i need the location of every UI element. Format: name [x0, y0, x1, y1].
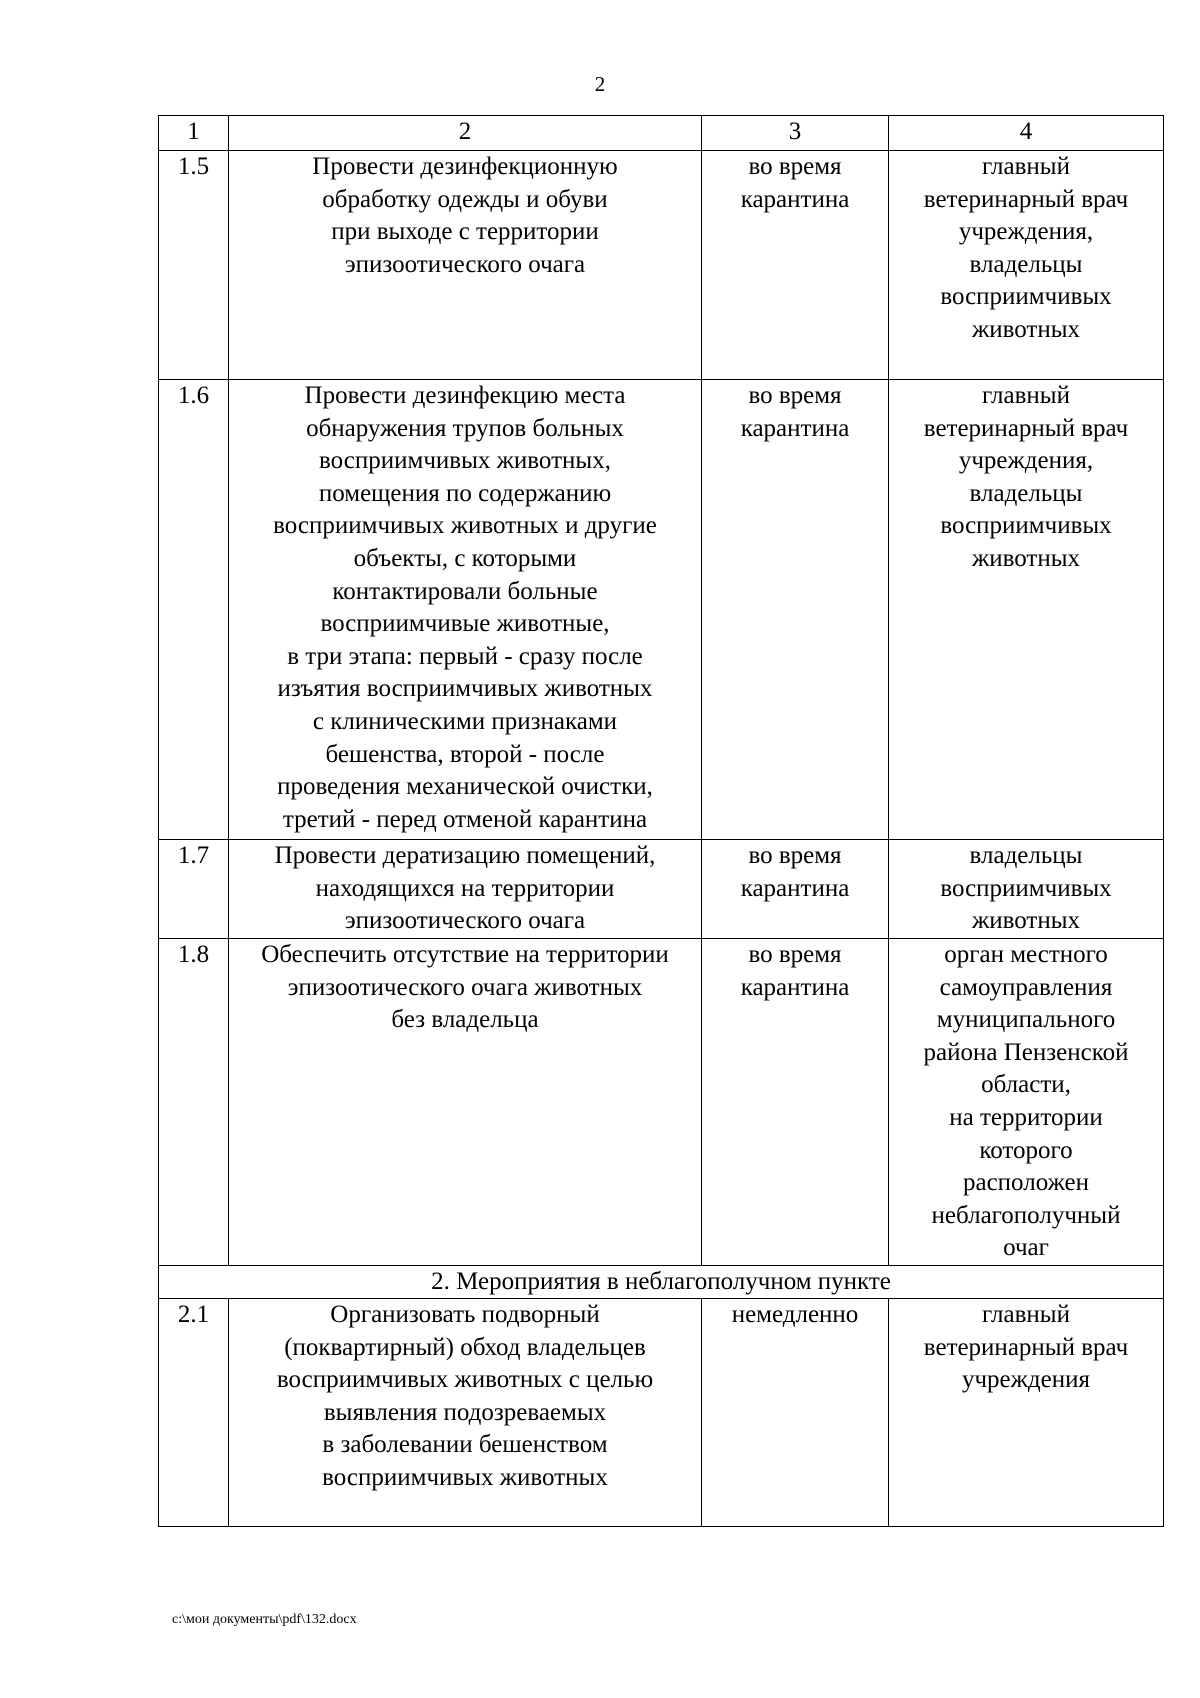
term-line: во время	[748, 153, 842, 180]
action-line: контактировали больные	[332, 577, 598, 605]
term-line: карантина	[740, 973, 850, 1001]
responsible-line: учреждения,	[958, 218, 1094, 246]
responsible-line: района Пензенской	[923, 1038, 1129, 1066]
header-cell: 1	[159, 116, 229, 151]
responsible-line: расположен	[962, 1169, 1089, 1197]
action-line: в заболевании бешенством	[322, 1431, 608, 1459]
action-line: с клиническими признаками	[312, 707, 618, 735]
row-number: 2.1	[159, 1299, 229, 1527]
action-cell	[229, 939, 702, 1266]
measures-table	[158, 115, 1164, 1527]
page-number: 2	[594, 72, 606, 96]
action-cell	[229, 151, 702, 380]
action-line: Провести дезинфекцию места	[304, 382, 626, 409]
table-row	[159, 939, 1164, 1266]
header-cell: 4	[889, 116, 1164, 151]
responsible-line: которого	[979, 1136, 1073, 1164]
action-line: Организовать подворный	[330, 1301, 600, 1328]
action-line: находящихся на территории	[315, 874, 615, 902]
term-cell	[702, 840, 889, 939]
action-line: при выходе с территории	[331, 218, 599, 246]
responsible-line: ветеринарный врач	[923, 185, 1129, 213]
term-cell	[702, 939, 889, 1266]
responsible-cell	[889, 840, 1164, 939]
action-line: третий - перед отменой карантина	[282, 805, 648, 833]
table-row	[159, 380, 1164, 840]
action-cell	[229, 1299, 702, 1527]
action-line: помещения по содержанию	[318, 479, 612, 507]
responsible-line: самоуправления	[939, 973, 1113, 1001]
term-cell	[702, 380, 889, 840]
responsible-line: главный	[982, 153, 1070, 180]
action-line: (поквартирный) обход владельцев	[284, 1333, 646, 1361]
action-cell	[229, 840, 702, 939]
responsible-line: владельцы	[969, 842, 1083, 869]
term-line: карантина	[740, 874, 850, 902]
term-line: немедленно	[731, 1301, 859, 1328]
responsible-line: учреждения,	[958, 447, 1094, 475]
table-header-row	[159, 116, 1164, 151]
row-number: 1.5	[159, 151, 229, 380]
row-number: 1.7	[159, 840, 229, 939]
action-line: объекты, с которыми	[353, 544, 577, 572]
responsible-cell	[889, 151, 1164, 380]
responsible-line: восприимчивых	[940, 874, 1112, 902]
responsible-line: восприимчивых	[940, 512, 1112, 540]
term-line: во время	[748, 842, 842, 869]
responsible-line: главный	[982, 382, 1070, 409]
action-line: Провести дератизацию помещений,	[274, 842, 656, 869]
term-line: во время	[748, 382, 842, 409]
row-number: 1.6	[159, 380, 229, 840]
responsible-line: области,	[981, 1071, 1071, 1099]
term-line: во время	[748, 941, 842, 968]
table-row	[159, 1299, 1164, 1527]
row-number: 1.8	[159, 939, 229, 1266]
action-line: восприимчивых животных	[322, 1463, 608, 1491]
section-row	[159, 1266, 1164, 1299]
action-line: изъятия восприимчивых животных	[277, 675, 653, 703]
responsible-cell	[889, 1299, 1164, 1527]
action-line: восприимчивых животных,	[319, 447, 611, 475]
responsible-line: ветеринарный врач	[923, 1333, 1129, 1361]
responsible-line: на территории	[949, 1103, 1103, 1131]
action-line: выявления подозреваемых	[323, 1398, 607, 1426]
term-cell	[702, 1299, 889, 1527]
responsible-line: ветеринарный врач	[923, 414, 1129, 442]
action-line: обработку одежды и обуви	[322, 185, 608, 213]
table-row	[159, 151, 1164, 380]
responsible-cell	[889, 939, 1164, 1266]
action-line: обнаружения трупов больных	[306, 414, 624, 442]
responsible-line: очаг	[1003, 1234, 1049, 1262]
responsible-line: животных	[971, 315, 1081, 343]
action-line: бешенства, второй - после	[325, 740, 605, 768]
action-line: проведения механической очистки,	[277, 773, 653, 801]
header-cell: 3	[702, 116, 889, 151]
term-line: карантина	[740, 414, 850, 442]
responsible-line: главный	[982, 1301, 1070, 1328]
action-line: Провести дезинфекционную	[312, 153, 618, 180]
action-line: эпизоотического очага	[344, 250, 586, 278]
responsible-line: орган местного	[944, 941, 1108, 968]
responsible-line: животных	[971, 907, 1081, 935]
responsible-line: учреждения	[961, 1366, 1090, 1394]
term-line: карантина	[740, 185, 850, 213]
section-heading: 2. Мероприятия в неблагополучном пункте	[159, 1266, 1164, 1299]
action-line: эпизоотического очага	[344, 907, 586, 935]
action-line: в три этапа: первый - сразу после	[287, 642, 643, 670]
term-cell	[702, 151, 889, 380]
responsible-line: животных	[971, 544, 1081, 572]
action-line: восприимчивых животных и другие	[273, 512, 657, 540]
responsible-line: муниципального	[936, 1006, 1116, 1034]
action-cell	[229, 380, 702, 840]
action-line: восприимчивые животные,	[320, 610, 610, 638]
action-line: Обеспечить отсутствие на территории	[261, 941, 669, 968]
responsible-line: владельцы	[969, 250, 1083, 278]
responsible-cell	[889, 380, 1164, 840]
responsible-line: неблагополучный	[931, 1201, 1121, 1229]
action-line: эпизоотического очага животных	[287, 973, 643, 1001]
action-line: восприимчивых животных с целью	[276, 1366, 654, 1394]
table-row	[159, 840, 1164, 939]
action-line: без владельца	[391, 1006, 539, 1034]
header-cell: 2	[229, 116, 702, 151]
footer-file-path: c:\мои документы\pdf\132.docx	[172, 1612, 357, 1627]
responsible-line: восприимчивых	[940, 283, 1112, 311]
responsible-line: владельцы	[969, 479, 1083, 507]
